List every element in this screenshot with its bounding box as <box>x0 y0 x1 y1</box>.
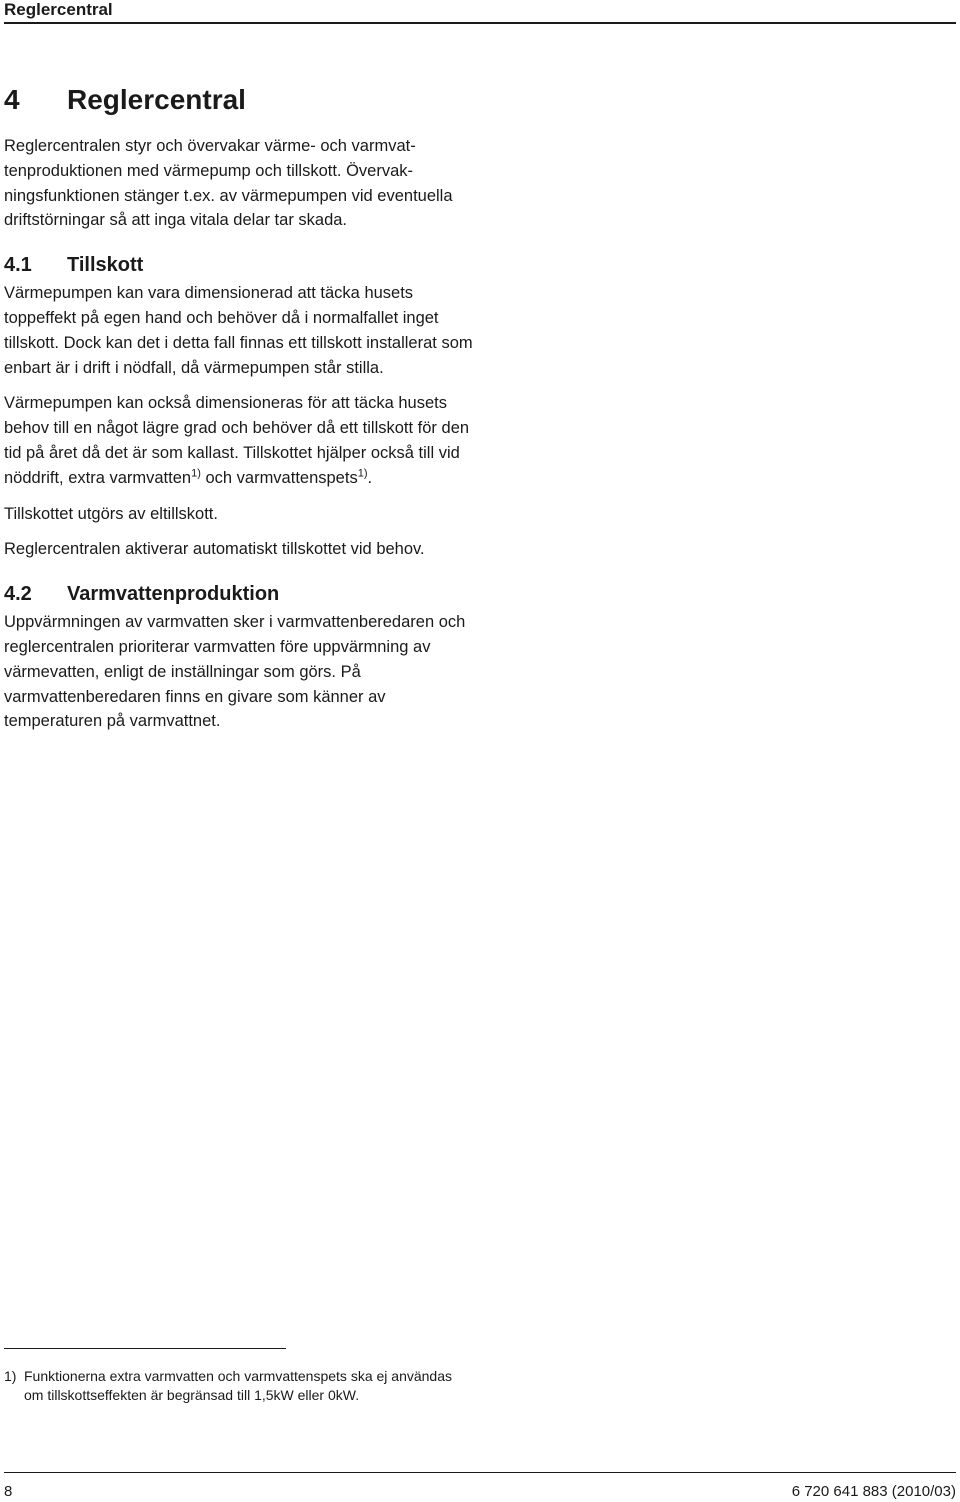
footnote-divider <box>4 1348 286 1349</box>
section-4-2-paragraph-1: Uppvärmningen av varmvatten sker i varmvattenberedaren och reglercentralen prioriterar varmvatten före uppvärmning av värmevatten, enligt de inställningar som görs. På varmvattenberedaren finns en givare som känner av temperaturen på varmvattnet. <box>4 613 466 731</box>
section-4-number: 4 <box>4 84 20 115</box>
section-4-1-heading <box>4 251 474 279</box>
p2-text-b: och varmvattenspets <box>200 468 358 487</box>
section-4-1-paragraph-3: Tillskottet utgörs av eltillskott. <box>4 504 218 523</box>
section-4-1-paragraph-1: Värmepumpen kan vara dimensionerad att täcka husets toppeffekt på egen hand och behöver då i normalfallet inget tillskott. Dock kan det i detta fall finnas ett tillskott installerat som enbart är i drift i nödfall, då värmepumpen står stilla. <box>4 284 473 377</box>
section-4-1-paragraph-2 <box>4 391 474 490</box>
section-4-paragraph: Reglercentralen styr och övervakar värme- och varmvattenproduktionen med värmepump och tillskott. Övervakningsfunktionen stänger t.ex. av värmepumpen vid eventuella driftstörningar så att inga vitala delar tar skada. <box>4 137 453 230</box>
section-4-1-title: Tillskott <box>67 254 144 277</box>
section-4-1-number: 4.1 <box>4 254 32 277</box>
footnote-number: 1) <box>4 1368 17 1384</box>
section-4-title: Reglercentral <box>67 84 246 115</box>
running-header-title: Reglercentral <box>4 0 113 19</box>
footnote <box>4 1367 454 1405</box>
p2-text-c: . <box>367 468 373 487</box>
running-header <box>4 0 956 24</box>
section-4-heading <box>4 80 474 120</box>
footnote-ref-2: 1) <box>357 467 368 480</box>
p2-text-a: Värmepumpen kan också dimensioneras för att täcka husets behov till en något lägre grad och behöver då ett tillskott för den tid på året då det är som kallast. Tillskottet hjälper också till vid nöddrift, extra varmvatten <box>4 394 470 487</box>
footnote-text: Funktionerna extra varmvatten och varmvattenspets ska ej användas om tillskottseffekten är begränsad till 1,5kW eller 0kW. <box>24 1368 452 1403</box>
page-number: 8 <box>4 1483 13 1500</box>
document-id: 6 720 641 883 (2010/03) <box>791 1483 956 1500</box>
section-4-2-number: 4.2 <box>4 583 32 606</box>
footnote-ref-1: 1) <box>191 467 201 480</box>
section-4-2-heading <box>4 580 474 608</box>
section-4-1-paragraph-4: Reglercentralen aktiverar automatiskt tillskottet vid behov. <box>4 540 425 559</box>
page-footer <box>4 1472 956 1500</box>
page-content <box>4 80 474 745</box>
section-4-2-title: Varmvattenproduktion <box>67 583 280 606</box>
